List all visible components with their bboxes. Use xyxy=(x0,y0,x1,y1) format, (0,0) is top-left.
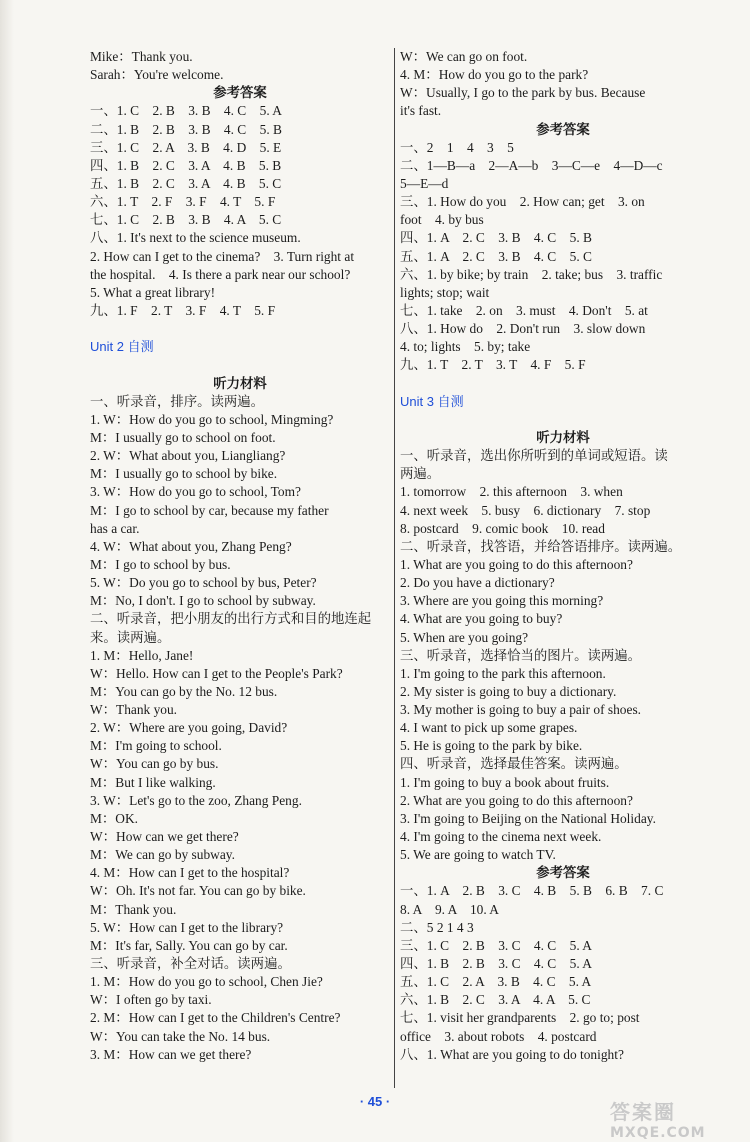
text-line: Sarah：You're welcome. xyxy=(90,67,224,83)
text-line: W：Hello. How can I get to the People's Park? xyxy=(90,665,343,681)
text-line: 五、1. A 2. C 3. B 4. C 5. C xyxy=(400,248,592,264)
text-line: M：We can go by subway. xyxy=(90,847,235,863)
left-column xyxy=(90,48,390,1064)
section-heading: Unit 2 自测 xyxy=(90,339,154,355)
text-line: 3. M：How can we get there? xyxy=(90,1046,252,1062)
text-line: 1. M：Hello, Jane! xyxy=(90,647,194,663)
text-line: W：You can take the No. 14 bus. xyxy=(90,1028,271,1044)
watermark-logo xyxy=(610,1096,740,1141)
text-line: 5. W：Do you go to school by bus, Peter? xyxy=(90,575,317,591)
text-line: M：OK. xyxy=(90,810,138,826)
text-line: 三、听录音，补全对话。读两遍。 xyxy=(90,956,291,972)
text-line: M：You can go by the No. 12 bus. xyxy=(90,683,278,699)
text-line: 两遍。 xyxy=(400,466,441,482)
text-line: 3. Where are you going this morning? xyxy=(400,593,604,609)
text-line: 4. W：What about you, Zhang Peng? xyxy=(90,538,292,554)
text-line: 1. tomorrow 2. this afternoon 3. when xyxy=(400,484,623,500)
text-line: 一、1. A 2. B 3. C 4. B 5. B 6. B 7. C xyxy=(400,883,664,899)
column-divider xyxy=(394,48,395,1088)
text-line: it's fast. xyxy=(400,103,442,119)
text-line: 5. We are going to watch TV. xyxy=(400,847,556,863)
text-line: W：I often go by taxi. xyxy=(90,992,212,1008)
text-line: 八、1. It's next to the science museum. xyxy=(90,230,301,246)
text-line: 九、1. T 2. T 3. T 4. F 5. F xyxy=(400,357,586,373)
text-line: 五、1. C 2. A 3. B 4. C 5. A xyxy=(400,974,592,990)
text-line: 2. My sister is going to buy a dictionary. xyxy=(400,683,617,699)
subheading: 参考答案 xyxy=(213,85,267,101)
text-line: lights; stop; wait xyxy=(400,284,490,300)
text-line: 一、2 1 4 3 5 xyxy=(400,139,514,155)
text-line: M：I usually go to school on foot. xyxy=(90,429,276,445)
text-line: 七、1. visit her grandparents 2. go to; post xyxy=(400,1010,640,1026)
text-line: M：I'm going to school. xyxy=(90,738,222,754)
subheading: 参考答案 xyxy=(536,865,590,881)
text-line: 二、听录音，找答语，并给答语排序。读两遍。 xyxy=(400,538,682,554)
text-line: 四、1. A 2. C 3. B 4. C 5. B xyxy=(400,230,592,246)
subheading: 参考答案 xyxy=(536,121,590,137)
text-line: 5—E—d xyxy=(400,175,449,191)
text-line: 六、1. B 2. C 3. A 4. A 5. C xyxy=(400,992,591,1008)
text-line: M：No, I don't. I go to school by subway. xyxy=(90,593,316,609)
text-line: 4. next week 5. busy 6. dictionary 7. stop xyxy=(400,502,651,518)
text-line: 1. What are you going to do this afternoon? xyxy=(400,556,633,572)
text-line: 2. W：Where are you going, David? xyxy=(90,720,288,736)
text-line: has a car. xyxy=(90,520,140,536)
text-line: 1. W：How do you go to school, Mingming? xyxy=(90,411,334,427)
text-line: 二、5 2 1 4 3 xyxy=(400,919,474,935)
text-line xyxy=(90,320,390,338)
text-line: 2. W：What about you, Liangliang? xyxy=(90,448,286,464)
text-line: 三、1. C 2. A 3. B 4. D 5. E xyxy=(90,139,282,155)
text-line: 3. I'm going to Beijing on the National Holiday. xyxy=(400,810,656,826)
text-line: W：Usually, I go to the park by bus. Because xyxy=(400,85,646,101)
text-line: 二、1. B 2. B 3. B 4. C 5. B xyxy=(90,121,282,137)
text-line: 五、1. B 2. C 3. A 4. B 5. C xyxy=(90,175,282,191)
text-line: 4. I'm going to the cinema next week. xyxy=(400,829,602,845)
text-line: M：I usually go to school by bike. xyxy=(90,466,278,482)
text-line: 5. W：How can I get to the library? xyxy=(90,919,284,935)
text-line: 六、1. T 2. F 3. F 4. T 5. F xyxy=(90,194,276,210)
subheading: 听力材料 xyxy=(213,375,267,391)
watermark-text-bottom: MXQE.COM xyxy=(610,1125,706,1141)
right-column xyxy=(400,48,726,1064)
text-line: 2. What are you going to do this afternoon? xyxy=(400,792,633,808)
text-line: 3. My mother is going to buy a pair of shoes. xyxy=(400,702,642,718)
text-line: 来。读两遍。 xyxy=(90,629,171,645)
text-line: 4. to; lights 5. by; take xyxy=(400,339,531,355)
text-line: 三、1. C 2. B 3. C 4. C 5. A xyxy=(400,937,592,953)
text-line: 5. When are you going? xyxy=(400,629,529,645)
text-line: 六、1. by bike; by train 2. take; bus 3. traffic xyxy=(400,266,663,282)
subheading: 听力材料 xyxy=(536,429,590,445)
text-line xyxy=(400,411,726,429)
text-line: Mike：Thank you. xyxy=(90,49,193,64)
text-line: 三、1. How do you 2. How can; get 3. on xyxy=(400,194,645,210)
text-line: 3. W：How do you go to school, Tom? xyxy=(90,484,301,500)
text-line: 九、1. F 2. T 3. F 4. T 5. F xyxy=(90,302,276,318)
text-line: foot 4. by bus xyxy=(400,212,484,228)
text-line: M：I go to school by bus. xyxy=(90,556,231,572)
text-line: 4. What are you going to buy? xyxy=(400,611,563,627)
text-line: 四、1. B 2. C 3. A 4. B 5. B xyxy=(90,157,282,173)
text-line: 二、听录音，把小朋友的出行方式和目的地连起 xyxy=(90,611,372,627)
page-spine-shadow xyxy=(0,0,14,1142)
watermark-text-top: 答案圈 xyxy=(610,1100,676,1124)
text-line: 二、1—B—a 2—A—b 3—C—e 4—D—c xyxy=(400,157,663,173)
text-line: office 3. about robots 4. postcard xyxy=(400,1028,597,1044)
text-line: M：I go to school by car, because my father xyxy=(90,502,329,518)
text-line: 七、1. take 2. on 3. must 4. Don't 5. at xyxy=(400,302,648,318)
text-line: 七、1. C 2. B 3. B 4. A 5. C xyxy=(90,212,282,228)
text-line: 5. What a great library! xyxy=(90,284,216,300)
section-heading: Unit 3 自测 xyxy=(400,393,464,409)
text-line: 2. M：How can I get to the Children's Centre? xyxy=(90,1010,341,1026)
text-line: W：Thank you. xyxy=(90,702,178,718)
text-line: M：It's far, Sally. You can go by car. xyxy=(90,937,288,953)
text-line: 3. W：Let's go to the zoo, Zhang Peng. xyxy=(90,792,302,808)
page-number: · 45 · xyxy=(359,1094,391,1109)
text-line: W：Oh. It's not far. You can go by bike. xyxy=(90,883,306,899)
text-line: the hospital. 4. Is there a park near our school? xyxy=(90,266,351,282)
text-line: W：How can we get there? xyxy=(90,829,239,845)
text-line: W：We can go on foot. xyxy=(400,49,528,64)
text-line: 8. postcard 9. comic book 10. read xyxy=(400,520,605,536)
text-line xyxy=(90,356,390,374)
text-line: 2. Do you have a dictionary? xyxy=(400,575,555,591)
text-line: 一、听录音，选出你所听到的单词或短语。读 xyxy=(400,448,668,464)
text-line: 三、听录音，选择恰当的图片。读两遍。 xyxy=(400,647,642,663)
text-line: 4. M：How can I get to the hospital? xyxy=(90,865,290,881)
text-line: 1. I'm going to the park this afternoon. xyxy=(400,665,606,681)
text-line: 四、听录音，选择最佳答案。读两遍。 xyxy=(400,756,628,772)
text-line: 一、1. C 2. B 3. B 4. C 5. A xyxy=(90,103,282,119)
text-line: 8. A 9. A 10. A xyxy=(400,901,499,917)
text-line: 1. I'm going to buy a book about fruits. xyxy=(400,774,610,790)
text-line: 八、1. What are you going to do tonight? xyxy=(400,1046,624,1062)
text-line xyxy=(400,375,726,393)
text-line: 1. M：How do you go to school, Chen Jie? xyxy=(90,974,323,990)
text-line: W：You can go by bus. xyxy=(90,756,219,772)
text-line: 4. M：How do you go to the park? xyxy=(400,67,589,83)
text-line: 2. How can I get to the cinema? 3. Turn right at xyxy=(90,248,355,264)
text-line: 5. He is going to the park by bike. xyxy=(400,738,583,754)
text-line: 八、1. How do 2. Don't run 3. slow down xyxy=(400,321,646,337)
text-line: M：Thank you. xyxy=(90,901,177,917)
text-line: 4. I want to pick up some grapes. xyxy=(400,720,578,736)
text-line: 一、听录音，排序。读两遍。 xyxy=(90,393,265,409)
text-line: M：But I like walking. xyxy=(90,774,216,790)
text-line: 四、1. B 2. B 3. C 4. C 5. A xyxy=(400,956,592,972)
